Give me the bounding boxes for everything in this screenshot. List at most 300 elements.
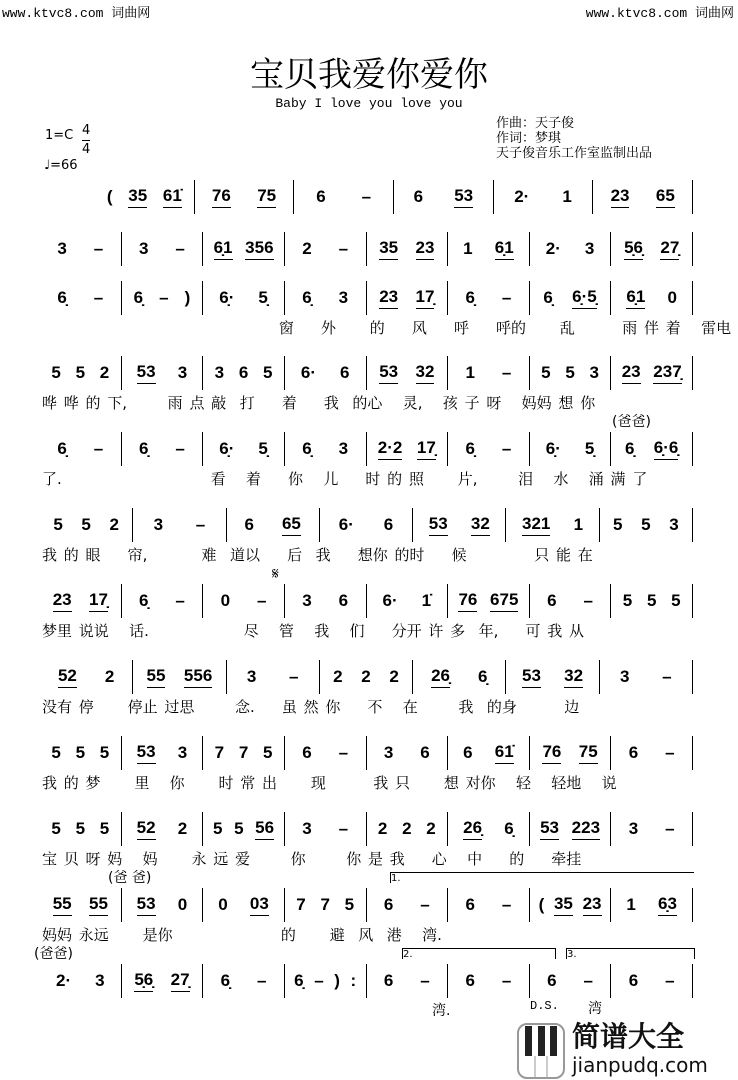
note-group: 53 bbox=[379, 362, 398, 384]
measure bbox=[40, 812, 122, 846]
note-group: 3 bbox=[338, 287, 349, 307]
note-group: 5 bbox=[263, 362, 273, 382]
ending-lyric: 湾 bbox=[588, 1001, 602, 1017]
measure bbox=[448, 232, 530, 266]
measure bbox=[494, 180, 594, 214]
note-group: – bbox=[175, 238, 185, 258]
note-group: 1 bbox=[465, 362, 476, 382]
measure bbox=[593, 180, 693, 214]
note-group: 5 bbox=[344, 894, 355, 914]
note-group: 6· bbox=[338, 514, 354, 534]
ending-2-label: 2. bbox=[403, 949, 413, 960]
note-group: 5̣6̣ bbox=[134, 970, 153, 992]
note-group: 321 bbox=[522, 514, 550, 536]
note-group: 5 bbox=[75, 362, 86, 382]
note-group: 2· bbox=[514, 186, 530, 206]
note-group: 6̣1 bbox=[626, 287, 645, 309]
note-group: 5 bbox=[565, 362, 575, 382]
note-group: 6 bbox=[465, 894, 476, 914]
note-group: 76 bbox=[212, 186, 231, 208]
note-group: – bbox=[175, 438, 185, 458]
measure bbox=[448, 736, 530, 770]
ending-bracket-3 bbox=[566, 948, 695, 959]
note-group: ( bbox=[538, 894, 545, 914]
note-group: 2 bbox=[333, 666, 343, 686]
lyricist: 作词：梦琪 bbox=[496, 131, 562, 146]
staff-row bbox=[40, 888, 693, 922]
note-group: 6 bbox=[338, 590, 349, 610]
note-group: 03 bbox=[250, 894, 269, 916]
measure bbox=[413, 660, 506, 694]
note-group: 7 bbox=[320, 894, 330, 914]
note-group: : bbox=[350, 970, 357, 990]
measure bbox=[227, 660, 320, 694]
note-group: 23 bbox=[583, 894, 602, 916]
note-group: 65 bbox=[656, 186, 675, 208]
note-group: 17̣ bbox=[416, 287, 435, 309]
measure bbox=[40, 508, 133, 542]
note-group: 53 bbox=[522, 666, 541, 688]
measure bbox=[367, 888, 449, 922]
note-group: 6 bbox=[547, 590, 557, 610]
note-group: – bbox=[159, 287, 169, 307]
note-group: 0 bbox=[177, 894, 188, 914]
measure bbox=[40, 281, 122, 315]
note-group: 6̣3 bbox=[658, 894, 677, 916]
note-group: – bbox=[420, 970, 430, 990]
note-group: ) bbox=[184, 287, 191, 307]
measure bbox=[195, 180, 295, 214]
note-group: 0 bbox=[220, 590, 231, 610]
measure bbox=[203, 432, 285, 466]
measure bbox=[367, 964, 449, 998]
measure bbox=[600, 508, 693, 542]
staff-row bbox=[40, 660, 693, 694]
note-group: ) bbox=[334, 970, 340, 990]
note-group: 2 bbox=[104, 666, 115, 686]
watermark-right: www.ktvc8.com 词曲网 bbox=[585, 6, 734, 21]
measure bbox=[611, 584, 693, 618]
note-group: 3 bbox=[214, 362, 225, 382]
time-top: 4 bbox=[82, 122, 90, 141]
note-group: 6 bbox=[244, 514, 254, 534]
note-group: 3 bbox=[139, 238, 149, 258]
note-group: 6̣ bbox=[133, 287, 144, 307]
ending-3-label: 3. bbox=[567, 949, 577, 960]
measure bbox=[448, 432, 530, 466]
note-group: 6 bbox=[628, 742, 639, 762]
staff-row bbox=[40, 356, 693, 390]
lyrics-line: 窗 外 的 风 呼 呼的 乱 雨 伴 着 雷电 bbox=[42, 319, 732, 337]
note-group: 5̣ bbox=[258, 287, 268, 307]
note-group: 32 bbox=[471, 514, 490, 536]
note-group: – bbox=[195, 514, 206, 534]
note-group: – bbox=[501, 970, 512, 990]
watermark-left: www.ktvc8.com 词曲网 bbox=[2, 6, 151, 21]
measure bbox=[40, 888, 122, 922]
note-group: – bbox=[93, 438, 104, 458]
key-signature: 1=C bbox=[45, 128, 74, 143]
lyrics-line: 了. 看 着 你 儿 时 的 照 片, 泪 水 涌 满 了 bbox=[42, 470, 648, 488]
note-group: 2· bbox=[545, 238, 561, 258]
note-group: – bbox=[501, 362, 512, 382]
note-group: 7 bbox=[296, 894, 306, 914]
note-group: 6̣ bbox=[220, 970, 231, 990]
measure bbox=[367, 584, 449, 618]
note-group: 27̣ bbox=[660, 238, 679, 260]
note-group: 0 bbox=[667, 287, 677, 307]
note-group: 3 bbox=[338, 438, 349, 458]
note-group: 75 bbox=[579, 742, 598, 764]
measure bbox=[448, 584, 530, 618]
measure bbox=[95, 180, 195, 214]
note-group: 53 bbox=[454, 186, 473, 208]
segno-sign: 𝄋 bbox=[272, 564, 279, 583]
note-group: – bbox=[501, 894, 512, 914]
note-group: 5̣6̣ bbox=[624, 238, 643, 260]
measure bbox=[40, 584, 122, 618]
measure bbox=[122, 888, 204, 922]
measure bbox=[285, 281, 367, 315]
note-group: – bbox=[175, 590, 185, 610]
note-group: 6 bbox=[465, 970, 476, 990]
measure bbox=[320, 508, 413, 542]
measure bbox=[285, 964, 367, 998]
note-group: – bbox=[93, 287, 104, 307]
note-group: 6 bbox=[302, 742, 312, 762]
note-group: 5 bbox=[541, 362, 551, 382]
note-group: 6̣ bbox=[302, 287, 312, 307]
ending-lyric: 湾. bbox=[432, 1003, 451, 1019]
note-group: 6̣·6̣ bbox=[654, 438, 679, 460]
measure bbox=[122, 736, 204, 770]
note-group: 3 bbox=[589, 362, 599, 382]
note-group: 6 bbox=[316, 186, 326, 206]
note-group: 75 bbox=[257, 186, 276, 208]
note-group: – bbox=[338, 818, 349, 838]
measure bbox=[122, 584, 204, 618]
note-group: 2 bbox=[402, 818, 412, 838]
measure bbox=[530, 584, 612, 618]
time-signature bbox=[82, 122, 90, 159]
note-group: 7 bbox=[214, 742, 225, 762]
staff-row bbox=[40, 964, 693, 998]
note-group: 55 bbox=[89, 894, 108, 916]
note-group: 6 bbox=[547, 970, 557, 990]
staff-row bbox=[95, 180, 693, 214]
note-group: 6̣ bbox=[139, 590, 149, 610]
note-group: 5̣ bbox=[584, 438, 595, 458]
measure bbox=[611, 736, 693, 770]
measure bbox=[227, 508, 320, 542]
note-group: 27̣ bbox=[171, 970, 190, 992]
note-group: ( bbox=[106, 186, 113, 206]
measure bbox=[611, 964, 693, 998]
measure bbox=[122, 812, 204, 846]
logo-name: 简谱大全 bbox=[572, 1020, 685, 1053]
note-group: 6̣ bbox=[294, 970, 304, 990]
note-group: 5 bbox=[671, 590, 681, 610]
measure bbox=[122, 356, 204, 390]
note-group: 5 bbox=[51, 742, 61, 762]
measure bbox=[530, 736, 612, 770]
note-group: 76 bbox=[458, 590, 477, 612]
note-group: 35 bbox=[128, 186, 147, 208]
measure bbox=[133, 660, 226, 694]
staff-row bbox=[40, 812, 693, 846]
note-group: 26̣ bbox=[431, 666, 450, 688]
note-group: 53 bbox=[137, 894, 156, 916]
note-group: 3 bbox=[628, 818, 639, 838]
lyrics-line: 我 的 梦 里 你 时 常 出 现 我 只 想 对你 轻 轻地 说 bbox=[42, 774, 617, 792]
note-group: 3 bbox=[246, 666, 257, 686]
lyrics-line: 哗 哗 的 下, 雨 点 敲 打 着 我 的心 灵, 孩 子 呀 妈妈 想 你 bbox=[42, 394, 596, 412]
note-group: 1 bbox=[573, 514, 584, 534]
note-group: 223 bbox=[572, 818, 600, 840]
note-group: 2 bbox=[302, 238, 312, 258]
note-group: 53 bbox=[540, 818, 559, 840]
note-group: 6̣ bbox=[57, 287, 67, 307]
note-group: 55 bbox=[53, 894, 72, 916]
measure bbox=[367, 281, 449, 315]
note-group: 6̣1 bbox=[214, 238, 233, 260]
note-group: 6 bbox=[383, 514, 394, 534]
note-group: 1 bbox=[463, 238, 473, 258]
measure bbox=[530, 281, 612, 315]
note-group: – bbox=[665, 970, 675, 990]
note-group: 556 bbox=[184, 666, 212, 688]
measure bbox=[448, 812, 530, 846]
note-group: 2 bbox=[389, 666, 399, 686]
note-group: 53 bbox=[137, 742, 156, 764]
measure bbox=[320, 660, 413, 694]
measure bbox=[611, 888, 693, 922]
ending-1-label: 1. bbox=[391, 873, 401, 884]
note-group: – bbox=[256, 590, 267, 610]
measure bbox=[285, 232, 367, 266]
measure bbox=[285, 812, 367, 846]
note-group: 23 bbox=[622, 362, 641, 384]
note-group: 3 bbox=[153, 514, 164, 534]
measure bbox=[122, 232, 204, 266]
measure bbox=[40, 432, 122, 466]
measure bbox=[611, 356, 693, 390]
measure bbox=[530, 432, 612, 466]
note-group: 52 bbox=[58, 666, 77, 688]
note-group: 3 bbox=[383, 742, 394, 762]
note-group: 1 bbox=[562, 186, 572, 206]
note-group: 52 bbox=[137, 818, 156, 840]
note-group: 5 bbox=[99, 818, 110, 838]
ending-bracket-1 bbox=[390, 872, 694, 883]
measure bbox=[285, 432, 367, 466]
measure bbox=[40, 232, 122, 266]
note-group: 1 bbox=[626, 894, 636, 914]
site-logo bbox=[516, 1022, 738, 1080]
note-group: 1̇ bbox=[421, 590, 432, 610]
staff-row bbox=[40, 584, 693, 618]
measure bbox=[40, 660, 133, 694]
note-group: 3 bbox=[302, 590, 312, 610]
note-group: – bbox=[501, 287, 512, 307]
note-group: 17̣ bbox=[89, 590, 108, 612]
note-group: – bbox=[583, 590, 593, 610]
lyrics-line: 梦里 说说 话. 尽 管 我 们 分开 许 多 年, 可 我 从 bbox=[42, 622, 585, 640]
measure bbox=[203, 584, 285, 618]
time-bottom: 4 bbox=[82, 142, 91, 157]
measure bbox=[294, 180, 394, 214]
note-group: – bbox=[420, 894, 430, 914]
alt-lyric: (爸爸) bbox=[612, 414, 651, 430]
measure bbox=[530, 888, 612, 922]
measure bbox=[367, 232, 449, 266]
measure bbox=[203, 232, 285, 266]
measure bbox=[448, 356, 530, 390]
note-group: 6 bbox=[420, 742, 430, 762]
note-group: 237̣ bbox=[653, 362, 681, 384]
note-group: 356 bbox=[245, 238, 273, 260]
measure bbox=[133, 508, 226, 542]
note-group: 6̣ bbox=[57, 438, 67, 458]
measure bbox=[203, 964, 285, 998]
note-group: 6 bbox=[463, 742, 473, 762]
note-group: 35 bbox=[554, 894, 573, 916]
ending-bracket-2 bbox=[402, 948, 556, 959]
credits bbox=[496, 116, 652, 161]
note-group: 5 bbox=[51, 818, 61, 838]
note-group: 5 bbox=[646, 590, 657, 610]
dal-segno: D.S. bbox=[530, 999, 559, 1013]
note-group: 23 bbox=[611, 186, 630, 208]
note-group: 2 bbox=[377, 818, 388, 838]
measure bbox=[203, 812, 285, 846]
note-group: 6 bbox=[238, 362, 249, 382]
piano-icon bbox=[516, 1022, 566, 1080]
note-group: 55 bbox=[147, 666, 166, 688]
measure bbox=[448, 888, 530, 922]
note-group: – bbox=[662, 666, 672, 686]
note-group: 6̣ bbox=[465, 287, 476, 307]
note-group: 6 bbox=[383, 970, 394, 990]
note-group: – bbox=[93, 238, 104, 258]
note-group: 6̣ bbox=[477, 666, 488, 686]
composer: 作曲：天子俊 bbox=[496, 116, 575, 131]
note-group: – bbox=[665, 742, 675, 762]
measure bbox=[285, 356, 367, 390]
measure bbox=[530, 964, 612, 998]
note-group: 23 bbox=[416, 238, 435, 260]
note-group: 3 bbox=[95, 970, 105, 990]
note-group: 6̣ bbox=[504, 818, 514, 838]
note-group: – bbox=[289, 666, 299, 686]
measure bbox=[285, 888, 367, 922]
note-group: 76 bbox=[542, 742, 561, 764]
note-group: 6 bbox=[628, 970, 639, 990]
note-group: – bbox=[665, 818, 675, 838]
note-group: 7 bbox=[238, 742, 249, 762]
alt-lyric: (爸爸) bbox=[34, 946, 73, 962]
note-group: 2 bbox=[99, 362, 110, 382]
note-group: 61̇ bbox=[495, 742, 514, 764]
note-group: – bbox=[256, 970, 267, 990]
producer: 天子俊音乐工作室监制出品 bbox=[496, 146, 653, 161]
note-group: 32 bbox=[416, 362, 435, 384]
measure bbox=[367, 356, 449, 390]
note-group: – bbox=[361, 186, 372, 206]
note-group: 3 bbox=[177, 362, 188, 382]
note-group: 6 bbox=[383, 894, 394, 914]
note-group: 6̣ bbox=[625, 438, 635, 458]
note-group: 5 bbox=[75, 818, 86, 838]
measure bbox=[367, 432, 449, 466]
note-group: 6̣·5̣ bbox=[572, 287, 597, 309]
note-group: – bbox=[501, 438, 512, 458]
measure bbox=[611, 281, 693, 315]
lyrics-line: 宝 贝 呀 妈 妈 永 远 爱 你 你 是 我 心 中 的 牵挂 bbox=[42, 850, 582, 868]
note-group: 2 bbox=[177, 818, 188, 838]
note-group: 5 bbox=[613, 514, 623, 534]
note-group: 5 bbox=[213, 818, 223, 838]
measure bbox=[285, 584, 367, 618]
note-group: 65 bbox=[282, 514, 301, 536]
measure bbox=[611, 812, 693, 846]
note-group: 23 bbox=[379, 287, 398, 309]
note-group: – bbox=[314, 970, 324, 990]
note-group: 6̣· bbox=[219, 287, 235, 307]
measure bbox=[600, 660, 693, 694]
note-group: 5 bbox=[622, 590, 633, 610]
note-group: 5 bbox=[51, 362, 61, 382]
note-group: 6̣ bbox=[543, 287, 553, 307]
measure bbox=[611, 232, 693, 266]
measure bbox=[367, 736, 449, 770]
note-group: 6̣ bbox=[302, 438, 312, 458]
measure bbox=[394, 180, 494, 214]
song-title: 宝贝我爱你爱你 bbox=[250, 55, 488, 95]
note-group: 53 bbox=[429, 514, 448, 536]
measure bbox=[40, 736, 122, 770]
measure bbox=[530, 812, 612, 846]
logo-url: jianpudq.com bbox=[572, 1053, 708, 1077]
measure bbox=[203, 281, 285, 315]
note-group: 6 bbox=[413, 186, 424, 206]
measure bbox=[285, 736, 367, 770]
note-group: 2·2 bbox=[378, 438, 403, 460]
staff-row bbox=[40, 736, 693, 770]
note-group: 3 bbox=[57, 238, 67, 258]
measure bbox=[506, 508, 599, 542]
lyrics-line: 我 的 眼 帘, 难 道以 后 我 想你 的时 候 只 能 在 bbox=[42, 546, 593, 564]
note-group: 5 bbox=[75, 742, 86, 762]
measure bbox=[530, 232, 612, 266]
note-group: 5 bbox=[81, 514, 91, 534]
note-group: 17̣ bbox=[417, 438, 436, 460]
measure bbox=[203, 356, 285, 390]
note-group: 32 bbox=[564, 666, 583, 688]
note-group: 35 bbox=[379, 238, 398, 260]
note-group: 675 bbox=[490, 590, 518, 612]
note-group: 5 bbox=[234, 818, 244, 838]
note-group: 0 bbox=[218, 894, 228, 914]
note-group: 6̣ bbox=[139, 438, 149, 458]
song-subtitle: Baby I love you love you bbox=[275, 96, 463, 111]
note-group: 5̣ bbox=[258, 438, 268, 458]
note-group: 5 bbox=[53, 514, 63, 534]
lyrics-line: 妈妈 永远 是你 的 避 风 港 湾. bbox=[42, 926, 442, 944]
measure bbox=[530, 356, 612, 390]
note-group: 6̣ bbox=[465, 438, 476, 458]
measure bbox=[122, 281, 204, 315]
